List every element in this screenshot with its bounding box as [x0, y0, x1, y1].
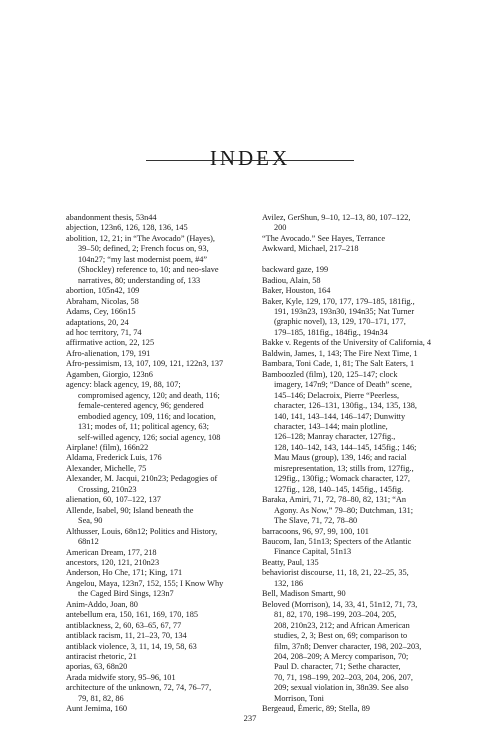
index-entry-line: antiblackness, 2, 60, 63–65, 67, 77 [66, 620, 182, 630]
index-entry [66, 673, 280, 683]
index-entry-line: embodied agency, 109, 116; and location, [78, 411, 216, 421]
index-entry-line: Agamben, Giorgio, 123n6 [66, 369, 153, 379]
page-number: 237 [243, 713, 257, 723]
index-entry [66, 579, 280, 600]
index-entry-line: Baker, Houston, 164 [262, 286, 331, 296]
index-entry [66, 631, 280, 641]
index-entry-line: Airplane! (film), 166n22 [66, 442, 149, 452]
index-entry-line: Beatty, Paul, 135 [262, 557, 319, 567]
index-entry-line: abortion, 105n42, 109 [66, 286, 140, 296]
index-entry [66, 495, 280, 505]
index-entry-line: Mau Maus (group), 139, 146; and racial [274, 453, 407, 463]
index-entry [66, 234, 280, 286]
index-entry-line: Sea, 90 [78, 516, 103, 526]
index-entry-line: 140, 141, 143–144, 146–147; Dunwitty [274, 411, 406, 421]
index-entry [66, 318, 280, 328]
index-entry-line: Finance Capital, 51n13 [274, 547, 352, 557]
index-entry-line: 179–185, 181fig., 184fig., 194n34 [274, 327, 388, 337]
index-column-right [262, 213, 476, 715]
index-entry-line: studies, 2, 3; Best on, 69; comparison to [274, 631, 408, 641]
index-entry-line: 126–128; Manray character, 127fig., [274, 432, 396, 442]
index-entry-line: 132, 186 [274, 578, 304, 588]
index-entry [66, 610, 280, 620]
index-entry-line: 128, 140–142, 143, 144–145, 145fig.; 146; [274, 442, 417, 452]
index-entry-line: 145–146; Delacroix, Pierre “Peerless, [274, 390, 400, 400]
index-entry-line: Bakke v. Regents of the University of California, 4 [262, 338, 432, 348]
index-entry-line: Althusser, Louis, 68n12; Politics and History, [66, 526, 218, 536]
index-entry-line: aporias, 63, 68n20 [66, 662, 128, 672]
index-entry-line: abandonment thesis, 53n44 [66, 213, 157, 222]
index-entry-line: 204, 208–209; A Mercy comparison, 70; [274, 651, 409, 661]
index-entry [66, 527, 280, 548]
index-entry [262, 349, 476, 359]
index-entry-line: Bamboozled (film), 120, 125–147; clock [262, 369, 398, 379]
index-entry-line: American Dream, 177, 218 [66, 547, 157, 557]
index-entry-line: Baucom, Ian, 51n13; Specters of the Atlantic [262, 536, 412, 546]
index-entry-line: ad hoc territory, 71, 74 [66, 327, 142, 337]
index-entry [262, 370, 476, 495]
index-entry-line: architecture of the unknown, 72, 74, 76–77, [66, 683, 212, 693]
index-entry [66, 548, 280, 558]
index-entry-line: Afro-pessimism, 13, 107, 109, 121, 122n3, 137 [66, 359, 224, 369]
index-entry [66, 297, 280, 307]
index-entry [66, 474, 280, 495]
index-entry [66, 453, 280, 463]
index-entry-line: Awkward, Michael, 217–218 [262, 244, 359, 254]
index-entry-line: misrepresentation, 13; stills from, 127fig., [274, 463, 414, 473]
index-entry-line: backward gaze, 199 [262, 265, 329, 275]
index-entry-line: 129fig., 130fig.; Womack character, 127, [274, 474, 410, 484]
index-entry-line: The Slave, 71, 72, 78–80 [274, 516, 358, 526]
index-entry-line: 39–50; defined, 2; French focus on, 93, [78, 244, 209, 254]
index-entry-line: 127fig., 128, 140–145, 145fig., 145fig. [274, 484, 404, 494]
index-entry-line: Allende, Isabel, 90; Island beneath the [66, 505, 194, 515]
index-entry-line: 200 [274, 223, 287, 233]
index-entry-line: female-centered agency, 96; gendered [78, 401, 204, 411]
index-entry-line: Crossing, 210n23 [78, 484, 137, 494]
index-entry-line: self-willed agency, 126; social agency, 108 [78, 432, 221, 442]
index-entry-line: film, 37n8; Denver character, 198, 202–203, [274, 641, 422, 651]
index-entry-line: (Shockley) reference to, 10; and neo-slave [78, 265, 219, 275]
index-entry-line: abolition, 12, 21; in “The Avocado” (Hayes), [66, 233, 215, 243]
index-entry-line: Adams, Cey, 166n15 [66, 307, 136, 317]
index-entry [262, 558, 476, 568]
index-entry-line: Alexander, M. Jacqui, 210n23; Pedagogies of [66, 474, 218, 484]
index-entry [262, 297, 476, 339]
index-entry [262, 338, 476, 348]
index-entry [262, 276, 476, 286]
index-entry [66, 600, 280, 610]
index-entry-line: 209; sexual violation in, 38n39. See also [274, 683, 409, 693]
index-entry [262, 286, 476, 296]
page-title: INDEX [209, 146, 291, 171]
index-entry-line: Baldwin, James, 1, 143; The Fire Next Time, 1 [262, 348, 418, 358]
index-entry-line: (graphic novel), 13, 129, 170–171, 177, [274, 317, 406, 327]
index-entry-line: Abraham, Nicolas, 58 [66, 296, 139, 306]
index-entry [66, 359, 280, 369]
index-entry-line: adaptations, 20, 24 [66, 317, 129, 327]
index-entry [66, 652, 280, 662]
index-entry [66, 443, 280, 453]
index-entry [262, 568, 476, 589]
index-entry-line: 81, 82, 170, 198–199, 203–204, 205, [274, 610, 397, 620]
index-entry-line: 79, 81, 82, 86 [78, 693, 124, 703]
index-entry-line: antebellum era, 150, 161, 169, 170, 185 [66, 610, 199, 620]
index-entry-line: Angelou, Maya, 123n7, 152, 155; I Know Why [66, 578, 224, 588]
index-entry-line: Aunt Jemima, 160 [66, 704, 128, 714]
index-entry-line: affirmative action, 22, 125 [66, 338, 155, 348]
index-entry [262, 600, 476, 705]
index-entry [262, 234, 476, 244]
index-entry [262, 244, 476, 254]
index-entry-line: Badiou, Alain, 58 [262, 275, 321, 285]
index-entry [262, 265, 476, 275]
index-entry-line: Arada midwife story, 95–96, 101 [66, 672, 176, 682]
index-entry [66, 464, 280, 474]
index-entry [262, 359, 476, 369]
index-entry-line: Beloved (Morrison), 14, 33, 41, 51n12, 71, 73, [262, 599, 418, 609]
index-entry-line: antiblack racism, 11, 21–23, 70, 134 [66, 631, 187, 641]
index-entry [66, 307, 280, 317]
letter-group-gap [262, 255, 476, 265]
index-entry-line: abjection, 123n6, 126, 128, 136, 145 [66, 223, 188, 233]
index-entry-line: Morrison, Toni [274, 693, 324, 703]
index-entry [66, 558, 280, 568]
index-entry-line: Baraka, Amiri, 71, 72, 78–80, 82, 131; “An [262, 495, 407, 505]
index-entry-line: compromised agency, 120; and death, 116; [78, 390, 220, 400]
index-entry-line: Afro-alienation, 179, 191 [66, 348, 151, 358]
index-entry [66, 286, 280, 296]
index-entry-line: 191, 193n23, 193n30, 194n35; Nat Turner [274, 307, 415, 317]
index-entry-line: the Caged Bird Sings, 123n7 [78, 589, 174, 599]
index-entry [66, 349, 280, 359]
index-entry-line: behaviorist discourse, 11, 18, 21, 22–25, 35, [262, 568, 409, 578]
title-rule [146, 160, 354, 161]
index-entry-line: 70, 71, 198–199, 202–203, 204, 206, 207, [274, 672, 413, 682]
index-entry [66, 223, 280, 233]
index-entry [66, 338, 280, 348]
index-entry-line: antiblack violence, 3, 11, 14, 19, 58, 63 [66, 641, 197, 651]
index-entry [66, 506, 280, 527]
index-entry [66, 380, 280, 443]
index-entry-line: Bell, Madison Smartt, 90 [262, 589, 346, 599]
index-entry-line: Baker, Kyle, 129, 170, 177, 179–185, 181fig., [262, 296, 415, 306]
index-entry [66, 568, 280, 578]
index-entry [66, 683, 280, 704]
index-entry-line: antiracist rhetoric, 21 [66, 652, 137, 662]
index-column-left [66, 213, 280, 715]
index-entry-line: Alexander, Michelle, 75 [66, 463, 147, 473]
index-entry-line: agency: black agency, 19, 88, 107; [66, 380, 181, 390]
index-entry [262, 495, 476, 526]
index-entry-line: 208, 210n23, 212; and African American [274, 620, 410, 630]
index-entry-line: narratives, 80; understanding of, 133 [78, 275, 201, 285]
index-entry-line: character, 143–144; main plotline, [274, 422, 388, 431]
index-entry-line: Bambara, Toni Cade, 1, 81; The Salt Eaters, 1 [262, 359, 415, 369]
index-entry-line: 68n12 [78, 537, 99, 547]
index-entry [66, 642, 280, 652]
index-entry-line: barracoons, 96, 97, 99, 100, 101 [262, 526, 369, 536]
index-entry [66, 213, 280, 223]
index-entry-line: 104n27; “my last modernist poem, #4” [78, 254, 208, 264]
index-entry [262, 213, 476, 234]
index-entry [66, 370, 280, 380]
index-entry [66, 662, 280, 672]
index-entry [66, 328, 280, 338]
index-entry-line: “The Avocado.” See Hayes, Terrance [262, 233, 386, 243]
index-entry-line: ancestors, 120, 121, 210n23 [66, 557, 160, 567]
index-entry-line: Anderson, Ho Che, 171; King, 171 [66, 568, 183, 578]
index-entry-line: character, 126–131, 130fig., 134, 135, 138, [274, 401, 417, 411]
index-entry-line: Bergeaud, Émeric, 89; Stella, 89 [262, 704, 370, 714]
index-entry-line: imagery, 147n9; “Dance of Death” scene, [274, 380, 412, 390]
index-entry [262, 589, 476, 599]
index-entry [262, 537, 476, 558]
index-entry-line: Avilez, GerShun, 9–10, 12–13, 80, 107–122, [262, 213, 411, 222]
index-entry-line: Paul D. character, 71; Sethe character, [274, 662, 401, 672]
index-entry-line: 131; modes of, 11; political agency, 63; [78, 422, 209, 432]
index-entry-line: alienation, 60, 107–122, 137 [66, 495, 161, 505]
index-entry [262, 527, 476, 537]
index-entry [66, 621, 280, 631]
index-entry-line: Aldama, Frederick Luis, 176 [66, 453, 162, 463]
index-entry-line: Anim-Addo, Joan, 80 [66, 599, 138, 609]
index-entry-line: Agony. As Now,” 79–80; Dutchman, 131; [274, 505, 414, 515]
